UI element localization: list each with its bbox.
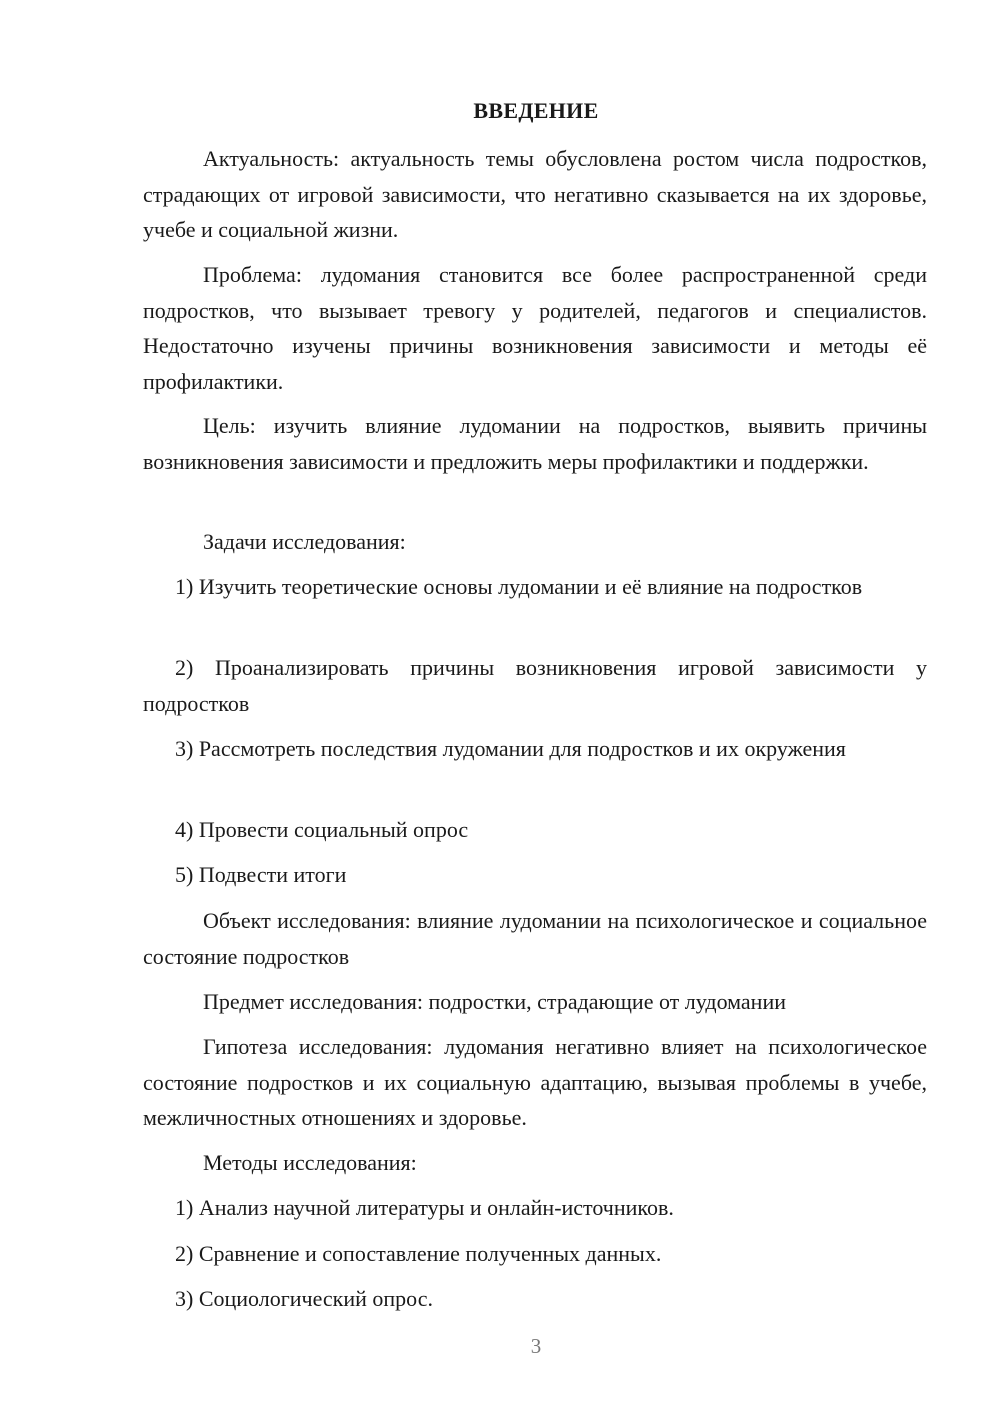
task-item: 4) Провести социальный опрос [175, 817, 469, 842]
page-number: 3 [530, 1334, 542, 1358]
subject-paragraph: Предмет исследования: подростки, страдающие от лудомании [203, 989, 786, 1014]
goal-paragraph: Цель: изучить влияние лудомании на подростков, выявить причины возникновения зависимости и предложить меры профилактики и поддержки. [143, 413, 927, 474]
task-item: 2) Проанализировать причины возникновения игровой зависимости у подростков [143, 655, 927, 716]
tasks-heading: Задачи исследования: [203, 529, 406, 554]
object-paragraph: Объект исследования: влияние лудомании на психологическое и социальное состояние подростков [143, 908, 927, 969]
relevance-paragraph: Актуальность: актуальность темы обусловлена ростом числа подростков, страдающих от игровой зависимости, что негативно сказывается на их здоровье, учебе и социальной жизни. [143, 146, 927, 242]
page-title: ВВЕДЕНИЕ [473, 98, 599, 123]
task-item: 5) Подвести итоги [175, 862, 347, 887]
method-item: 3) Социологический опрос. [175, 1286, 433, 1311]
hypothesis-paragraph: Гипотеза исследования: лудомания негативно влияет на психологическое состояние подростков и их социальную адаптацию, вызывая проблемы в учебе, межличностных отношениях и здоровье. [143, 1034, 927, 1130]
task-item: 1) Изучить теоретические основы лудомании и её влияние на подростков [175, 574, 863, 599]
method-item: 2) Сравнение и сопоставление полученных данных. [175, 1241, 662, 1266]
problem-paragraph: Проблема: лудомания становится все более распространенной среди подростков, что вызывает тревогу у родителей, педагогов и специалистов. Недостаточно изучены причины возникновения зависимости и методы её профилактики. [143, 262, 927, 394]
task-item: 3) Рассмотреть последствия лудомании для подростков и их окружения [175, 736, 846, 761]
methods-heading: Методы исследования: [203, 1150, 417, 1175]
method-item: 1) Анализ научной литературы и онлайн-источников. [175, 1195, 674, 1220]
